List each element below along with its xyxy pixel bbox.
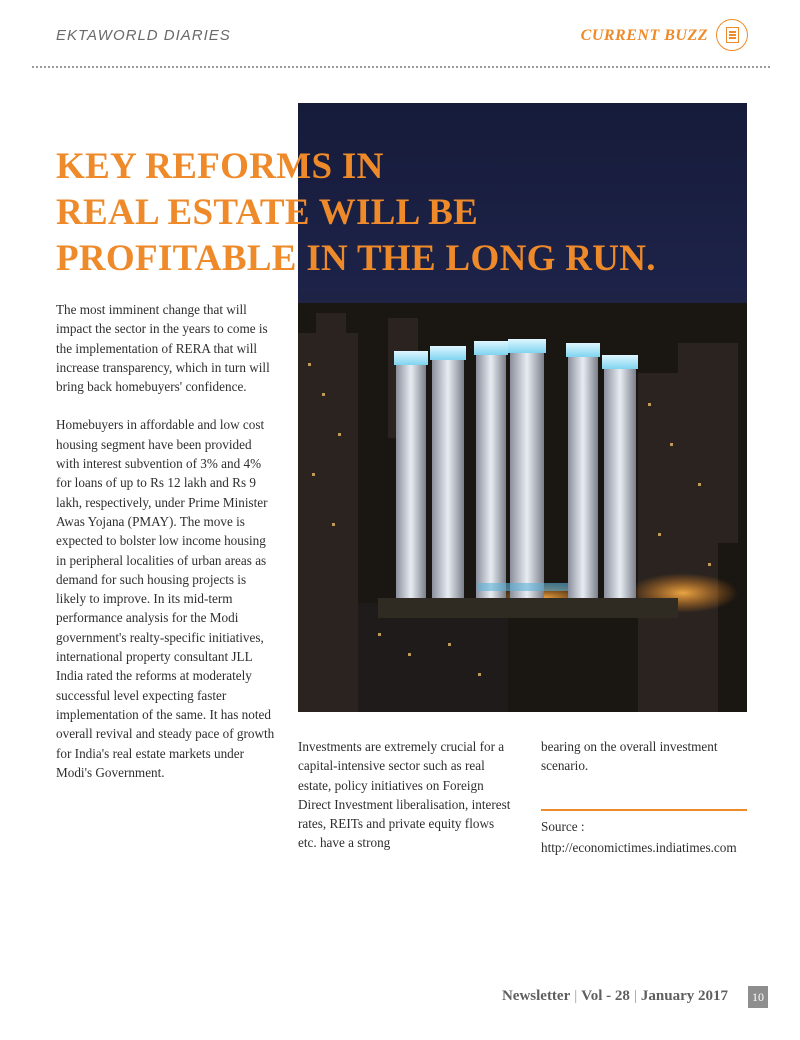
publication-title: EKTAWORLD DIARIES <box>56 27 231 44</box>
document-icon <box>716 19 748 51</box>
article-headline <box>56 144 656 282</box>
footer-newsletter: Newsletter <box>501 988 571 1004</box>
paragraph-homebuyers: Homebuyers in affordable and low cost housing segment have been provided with interest subvention of 3% and 4% for loans of up to Rs 12 lakh and Rs 9 lakh, respectively, under Prime Minister Awas Yojana (PMAY). The move is expected to bolster low income housing in peripheral localities of urban areas as demand for such housing projects is likely to improve. In its mid-term performance analysis for the Modi government's realty-specific initiatives, international property consultant JLL India rated the reforms at moderately successful level expecting faster implementation of the same. It has noted overall revival and steady pace of growth for India's real estate markets under Modi's Government. <box>56 417 275 780</box>
headline-line-3: PROFITABLE IN THE LONG RUN. <box>56 238 656 279</box>
paragraph-rera: The most imminent change that will impact the sector in the years to come is the implementation of RERA that will increase transparency, which in turn will bring back homebuyers' confidence. <box>56 302 270 395</box>
header-divider <box>32 66 770 68</box>
headline-line-1: KEY REFORMS IN <box>56 146 384 187</box>
footer-volume: Vol - 28 <box>581 988 630 1004</box>
source-label: Source : <box>541 819 585 834</box>
source-divider <box>541 809 747 811</box>
section-title: CURRENT BUZZ <box>580 27 708 44</box>
page-number: 10 <box>748 986 768 1008</box>
article-column-3: bearing on the overall investment scenario. <box>541 739 718 774</box>
article-column-1 <box>56 300 278 801</box>
footer-issue-info: Newsletter | Vol - 28 | January 2017 <box>501 988 728 1004</box>
source-block <box>541 816 761 858</box>
footer-date: January 2017 <box>640 988 728 1004</box>
headline-line-2: REAL ESTATE WILL BE <box>56 192 479 233</box>
article-column-2: Investments are extremely crucial for a capital-intensive sector such as real estate, policy initiatives on Foreign Direct Investment liberalisation, interest rates, REITs and private equity flows etc. have a strong <box>298 739 511 851</box>
source-url: http://economictimes.indiatimes.com <box>541 840 737 855</box>
